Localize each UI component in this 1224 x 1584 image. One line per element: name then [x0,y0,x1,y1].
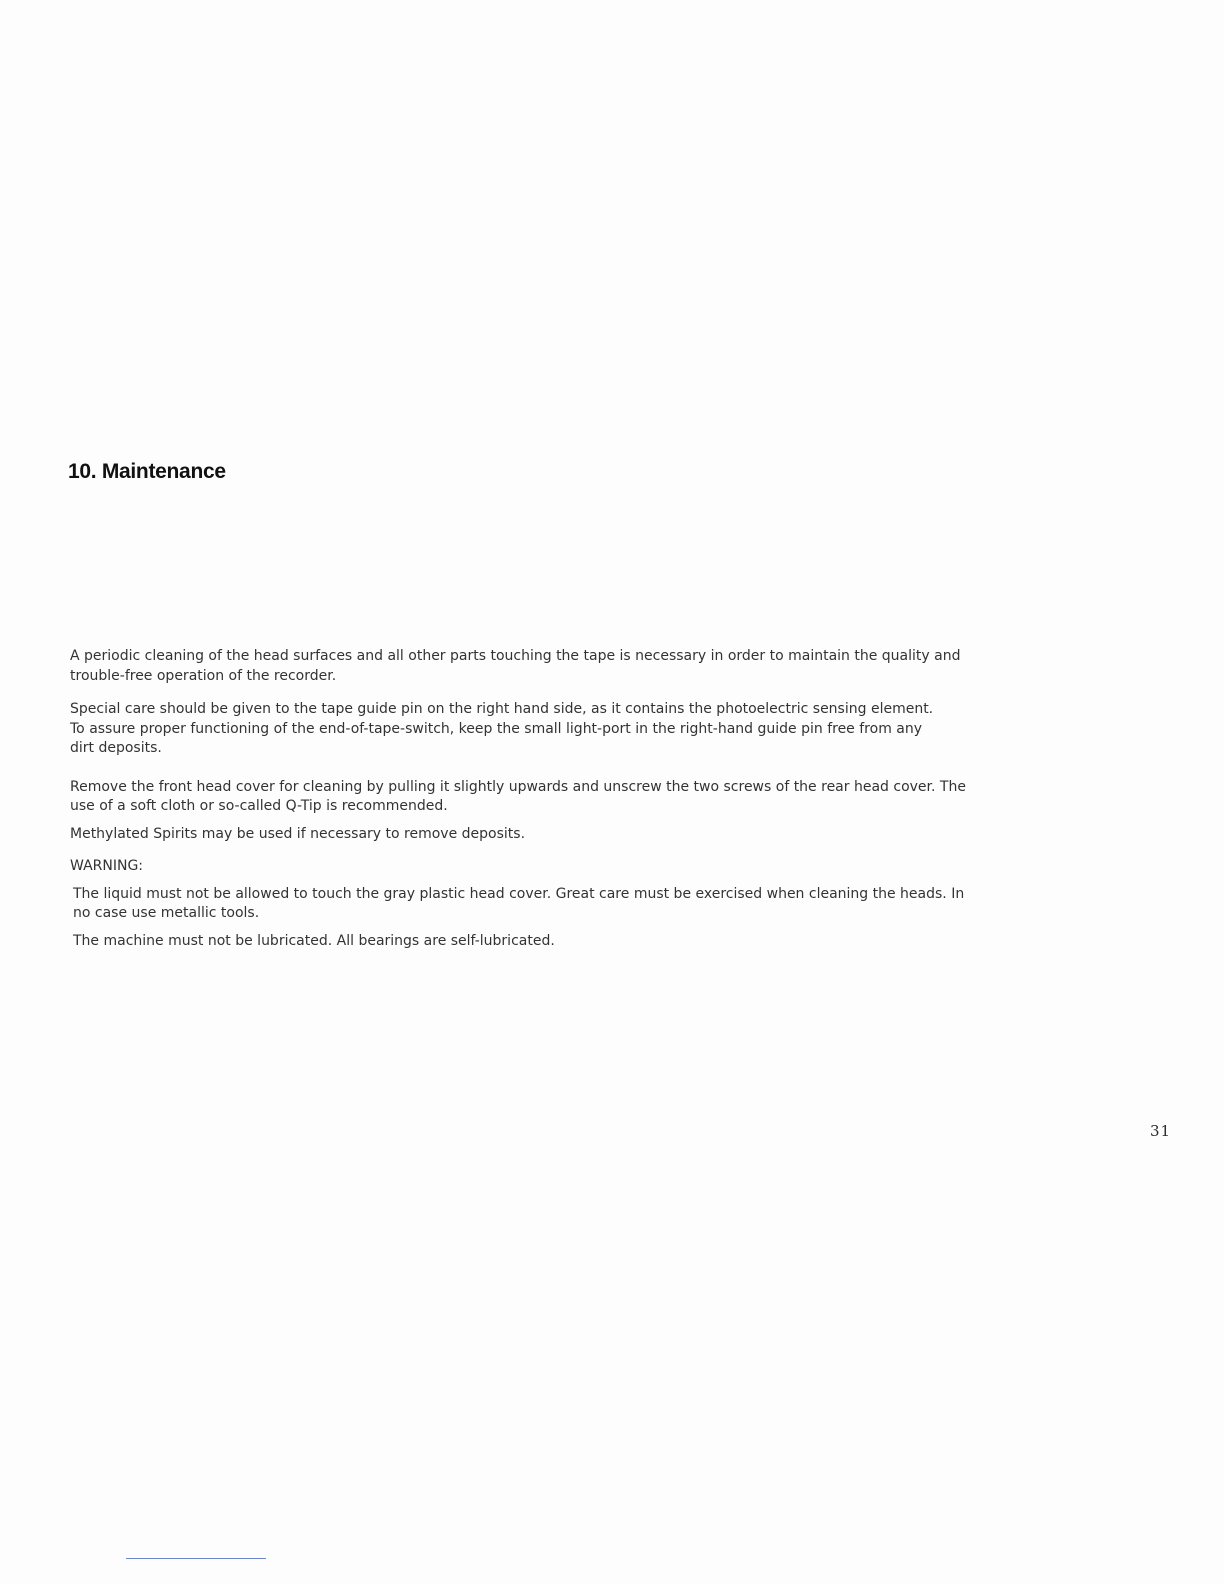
paragraph-line: A periodic cleaning of the head surfaces and all other parts touching the tape is necessary in order to maintain the quality and [70,648,961,664]
paragraph-line: Remove the front head cover for cleaning by pulling it slightly upwards and unscrew the two screws of the rear head cover. The [70,778,966,795]
paragraph-line: Special care should be given to the tape guide pin on the right hand side, as it contains the photoelectric sensing element. [70,701,934,717]
paragraph-line: Methylated Spirits may be used if necessary to remove deposits. [70,825,526,842]
warning-label: WARNING: [70,858,144,874]
section-heading: 10. Maintenance [68,460,226,483]
maintenance-body [70,647,1110,951]
paragraph-line: The liquid must not be allowed to touch the gray plastic head cover. Great care must be exercised when cleaning the heads. In [73,885,965,902]
paragraph-line: dirt deposits. [70,740,162,756]
paragraph-line: trouble-free operation of the recorder. [70,667,337,684]
footer-rule [126,1558,266,1559]
page-number: 31 [1150,1122,1172,1140]
paragraph-line: no case use metallic tools. [73,905,260,921]
paragraph-line: use of a soft cloth or so-called Q-Tip is recommended. [70,798,448,814]
paragraph-line: To assure proper functioning of the end-of-tape-switch, keep the small light-port in the right-hand guide pin free from any [70,720,923,737]
paragraph-line: The machine must not be lubricated. All bearings are self-lubricated. [73,932,555,949]
